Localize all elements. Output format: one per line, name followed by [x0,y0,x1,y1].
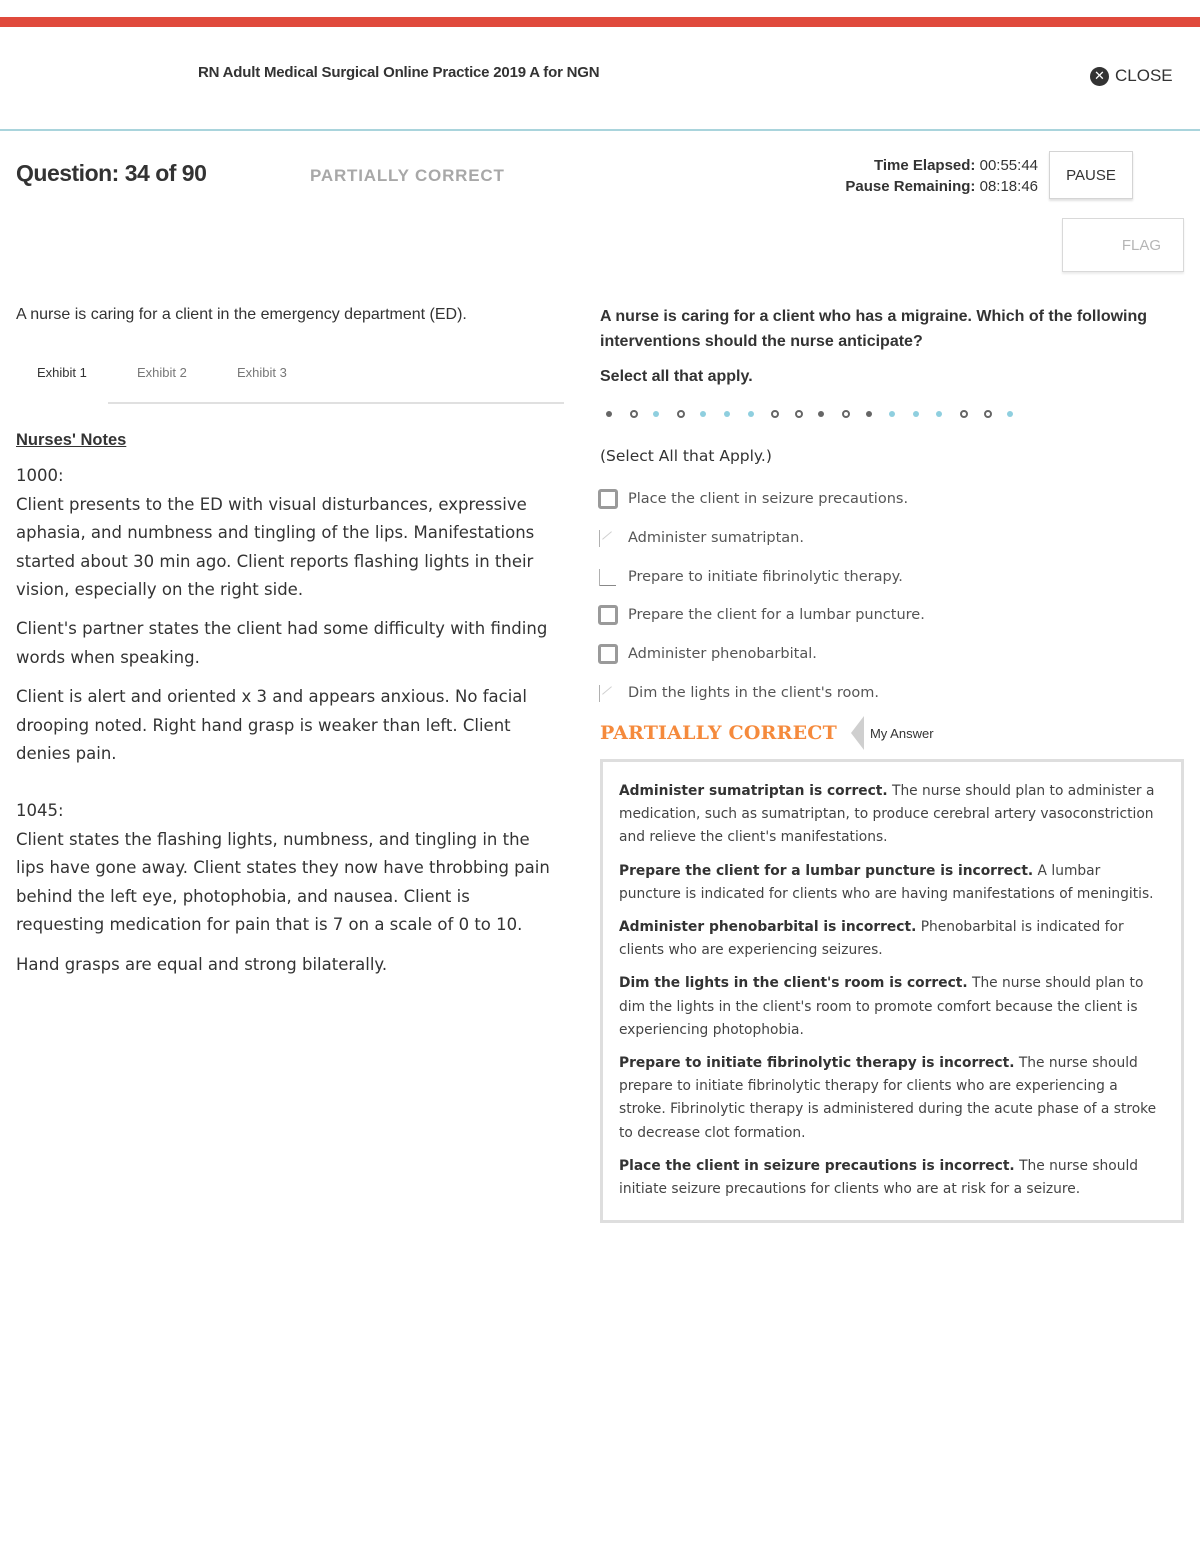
rationale-item [619,860,1165,906]
progress-dot [913,411,919,417]
progress-dot [677,410,685,418]
option-label: Dim the lights in the client's room. [628,685,879,701]
tab-exhibit-2[interactable]: Exhibit 2 [137,365,187,380]
rationale-lead: Administer sumatriptan is correct. [619,783,888,799]
option-fibrinolytic[interactable] [598,567,903,587]
rationale-item [619,1155,1165,1201]
tab-exhibit-3[interactable]: Exhibit 3 [237,365,287,380]
entry-time: 1000: [16,466,64,486]
option-dim-lights[interactable] [598,683,879,703]
header-divider [0,129,1200,131]
time-elapsed-value: 00:55:44 [979,157,1038,174]
progress-dot [724,411,730,417]
progress-dot [700,411,706,417]
nurses-notes [16,426,561,990]
note-paragraph: Client presents to the ED with visual disturbances, expressive aphasia, and numbness and tingling of the lips. Manifestations started about 30 min ago. Client reports flashing lights in their vision, especially on the right side. [16,494,535,600]
note-paragraph: Client is alert and oriented x 3 and appears anxious. No facial drooping noted. Right hand grasp is weaker than left. Client denies pain. [16,687,527,764]
notes-title: Nurses' Notes [16,431,127,449]
pause-button[interactable]: PAUSE [1049,151,1133,199]
my-answer-toggle[interactable]: My Answer [869,725,934,741]
question-number: Question: 34 of 90 [16,160,207,186]
case-scenario: A nurse is caring for a client in the emergency department (ED). [16,306,467,323]
select-all-note: (Select All that Apply.) [600,447,772,465]
option-lumbar-puncture[interactable] [598,605,925,625]
timers [845,155,1038,197]
progress-dot [630,410,638,418]
rationale-lead: Administer phenobarbital is incorrect. [619,919,917,936]
progress-dots [606,408,1026,422]
progress-dot [653,411,659,417]
tab-exhibit-1[interactable]: Exhibit 1 [16,352,108,404]
arrow-left-icon [851,716,864,750]
flag-button[interactable]: FLAG [1062,218,1184,272]
close-label: CLOSE [1115,66,1173,85]
checkbox-checked[interactable] [598,683,618,703]
rationale-item [619,916,1165,962]
progress-dot [795,410,803,418]
progress-dot [606,411,612,417]
rationale-text: The nurse should prepare to initiate fibrinolytic therapy for clients who are experiencing a stroke. Fibrinolytic therapy is administered during the acute phase of a stroke to decrease clot formation. [619,1055,1157,1141]
note-paragraph: Client states the flashing lights, numbness, and tingling in the lips have gone away. Client states they now have throbbing pain behind the left eye, photophobia, and nausea. Client is requesting medication for pain that is 7 on a scale of 0 to 10. [16,829,550,935]
rationale-lead: Dim the lights in the client's room is correct. [619,975,968,992]
progress-dot [818,411,824,417]
progress-dot [889,411,895,417]
rationale-lead: Prepare the client for a lumbar puncture is incorrect. [619,862,1034,879]
checkbox-unchecked[interactable] [598,489,618,509]
select-all-instruction: Select all that apply. [600,368,753,385]
rationale-lead: Place the client in seizure precautions is incorrect. [619,1157,1015,1174]
checkbox-unchecked[interactable] [598,605,618,625]
pause-remaining-value: 08:18:46 [979,178,1038,195]
progress-dot [936,411,942,417]
result-label: PARTIALLY CORRECT [600,722,837,744]
result-row [600,716,934,750]
option-label: Administer sumatriptan. [628,530,804,546]
rationale-text: Phenobarbital is indicated for clients who are experiencing seizures. [619,919,1124,959]
rationale-lead: Prepare to initiate fibrinolytic therapy is incorrect. [619,1055,1015,1072]
option-label: Place the client in seizure precautions. [628,491,909,507]
note-paragraph: Client's partner states the client had some difficulty with finding words when speaking. [16,619,548,667]
option-label: Prepare the client for a lumbar puncture. [628,607,925,623]
time-elapsed-label: Time Elapsed: [874,157,976,174]
question-status: PARTIALLY CORRECT [310,166,505,185]
exam-title: RN Adult Medical Surgical Online Practice 2019 A for NGN [198,64,600,81]
top-accent-bar [0,17,1200,27]
question-text: A nurse is caring for a client who has a migraine. Which of the following interventions should the nurse anticipate? [600,308,1148,350]
pause-remaining-label: Pause Remaining: [845,178,976,195]
close-button[interactable] [1090,66,1173,86]
progress-dot [960,410,968,418]
progress-dot [866,411,872,417]
rationale-item [619,972,1165,1042]
rationale-item [619,1052,1165,1145]
rationale-item [619,780,1165,850]
option-phenobarbital[interactable] [598,644,817,664]
rationale-text: A lumbar puncture is indicated for clients who are having manifestations of meningitis. [619,862,1154,902]
option-label: Prepare to initiate fibrinolytic therapy. [628,569,903,585]
exhibit-tabs [16,352,564,404]
progress-dot [1007,411,1013,417]
rationale-text: The nurse should plan to dim the lights in the client's room to promote comfort because the client is experiencing photophobia. [619,975,1144,1038]
rationale-box [600,759,1184,1223]
progress-dot [842,410,850,418]
option-label: Administer phenobarbital. [628,646,817,662]
checkbox-checked[interactable] [598,567,618,587]
option-sumatriptan[interactable] [598,528,804,548]
progress-dot [984,410,992,418]
checkbox-checked[interactable] [598,528,618,548]
progress-dot [748,411,754,417]
entry-time: 1045: [16,801,64,821]
rationale-text: The nurse should plan to administer a medication, such as sumatriptan, to produce cerebral artery vasoconstriction and relieve the client's manifestations. [619,783,1155,846]
checkbox-unchecked[interactable] [598,644,618,664]
rationale-text: The nurse should initiate seizure precautions for clients who are at risk for a seizure. [619,1157,1139,1198]
option-seizure-precautions[interactable] [598,489,908,509]
progress-dot [771,410,779,418]
note-paragraph: Hand grasps are equal and strong bilaterally. [16,954,388,974]
close-icon: ✕ [1090,67,1109,86]
